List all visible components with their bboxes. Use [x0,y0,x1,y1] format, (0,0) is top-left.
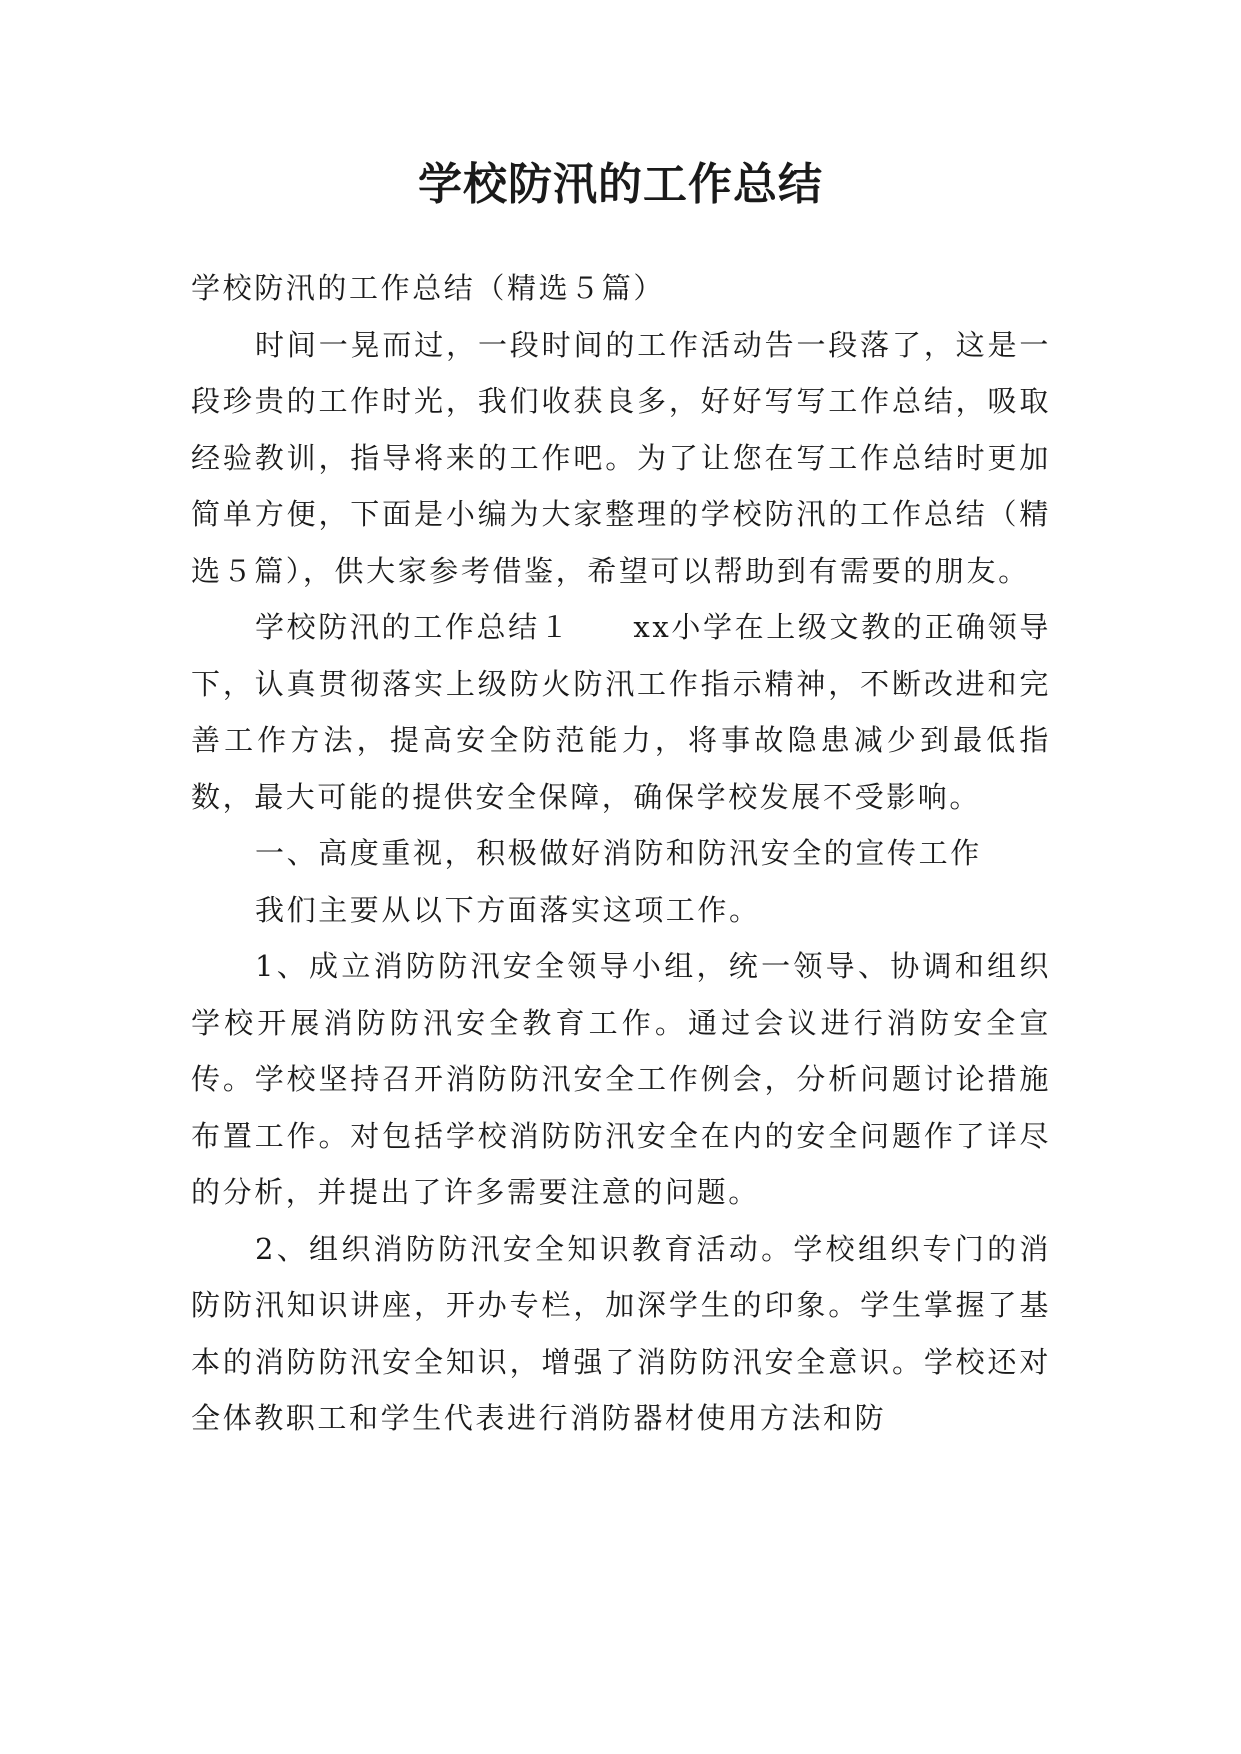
item-2-paragraph: 2、组织消防防汛安全知识教育活动。学校组织专门的消防防汛知识讲座，开办专栏，加深学生的印象。学生掌握了基本的消防防汛安全知识，增强了消防防汛安全意识。学校还对全体教职工和学生代表进行消防器材使用方法和防 [191,1231,1051,1435]
document-subtitle: 学校防汛的工作总结（精选５篇） [191,271,666,305]
section-1-heading: 学校防汛的工作总结１ [255,610,572,644]
intro-paragraph: 时间一晃而过，一段时间的工作活动告一段落了，这是一段珍贵的工作时光，我们收获良多，好好写写工作总结，吸取经验教训，指导将来的工作吧。为了让您在写工作总结时更加简单方便，下面是小编为大家整理的学校防汛的工作总结（精选５篇），供大家参考借鉴，希望可以帮助到有需要的朋友。 [191,327,1051,588]
document-title: 学校防汛的工作总结 [418,159,823,210]
heading-one: 一、高度重视，积极做好消防和防汛安全的宣传工作 [255,836,982,870]
main-paragraph: 我们主要从以下方面落实这项工作。 [255,892,761,927]
document-body [191,260,1051,1447]
item-1-paragraph: 1、成立消防防汛安全领导小组，统一领导、协调和组织学校开展消防防汛安全教育工作。通过会议进行消防安全宣传。学校坚持召开消防防汛安全工作例会，分析问题讨论措施布置工作。对包括学校消防防汛安全在内的安全问题作了详尽的分析，并提出了许多需要注意的问题。 [191,949,1051,1209]
section-1-paragraph [191,599,1051,825]
section-1-lead: xx小学在上级文教的正确领导下，认真贯彻落实上级防火防汛工作指示精神，不断改进和完善工作方法，提高安全防范能力，将事故隐患减少到最低指数，最大可能的提供安全保障，确保学校发展不受影响。 [191,610,1051,814]
